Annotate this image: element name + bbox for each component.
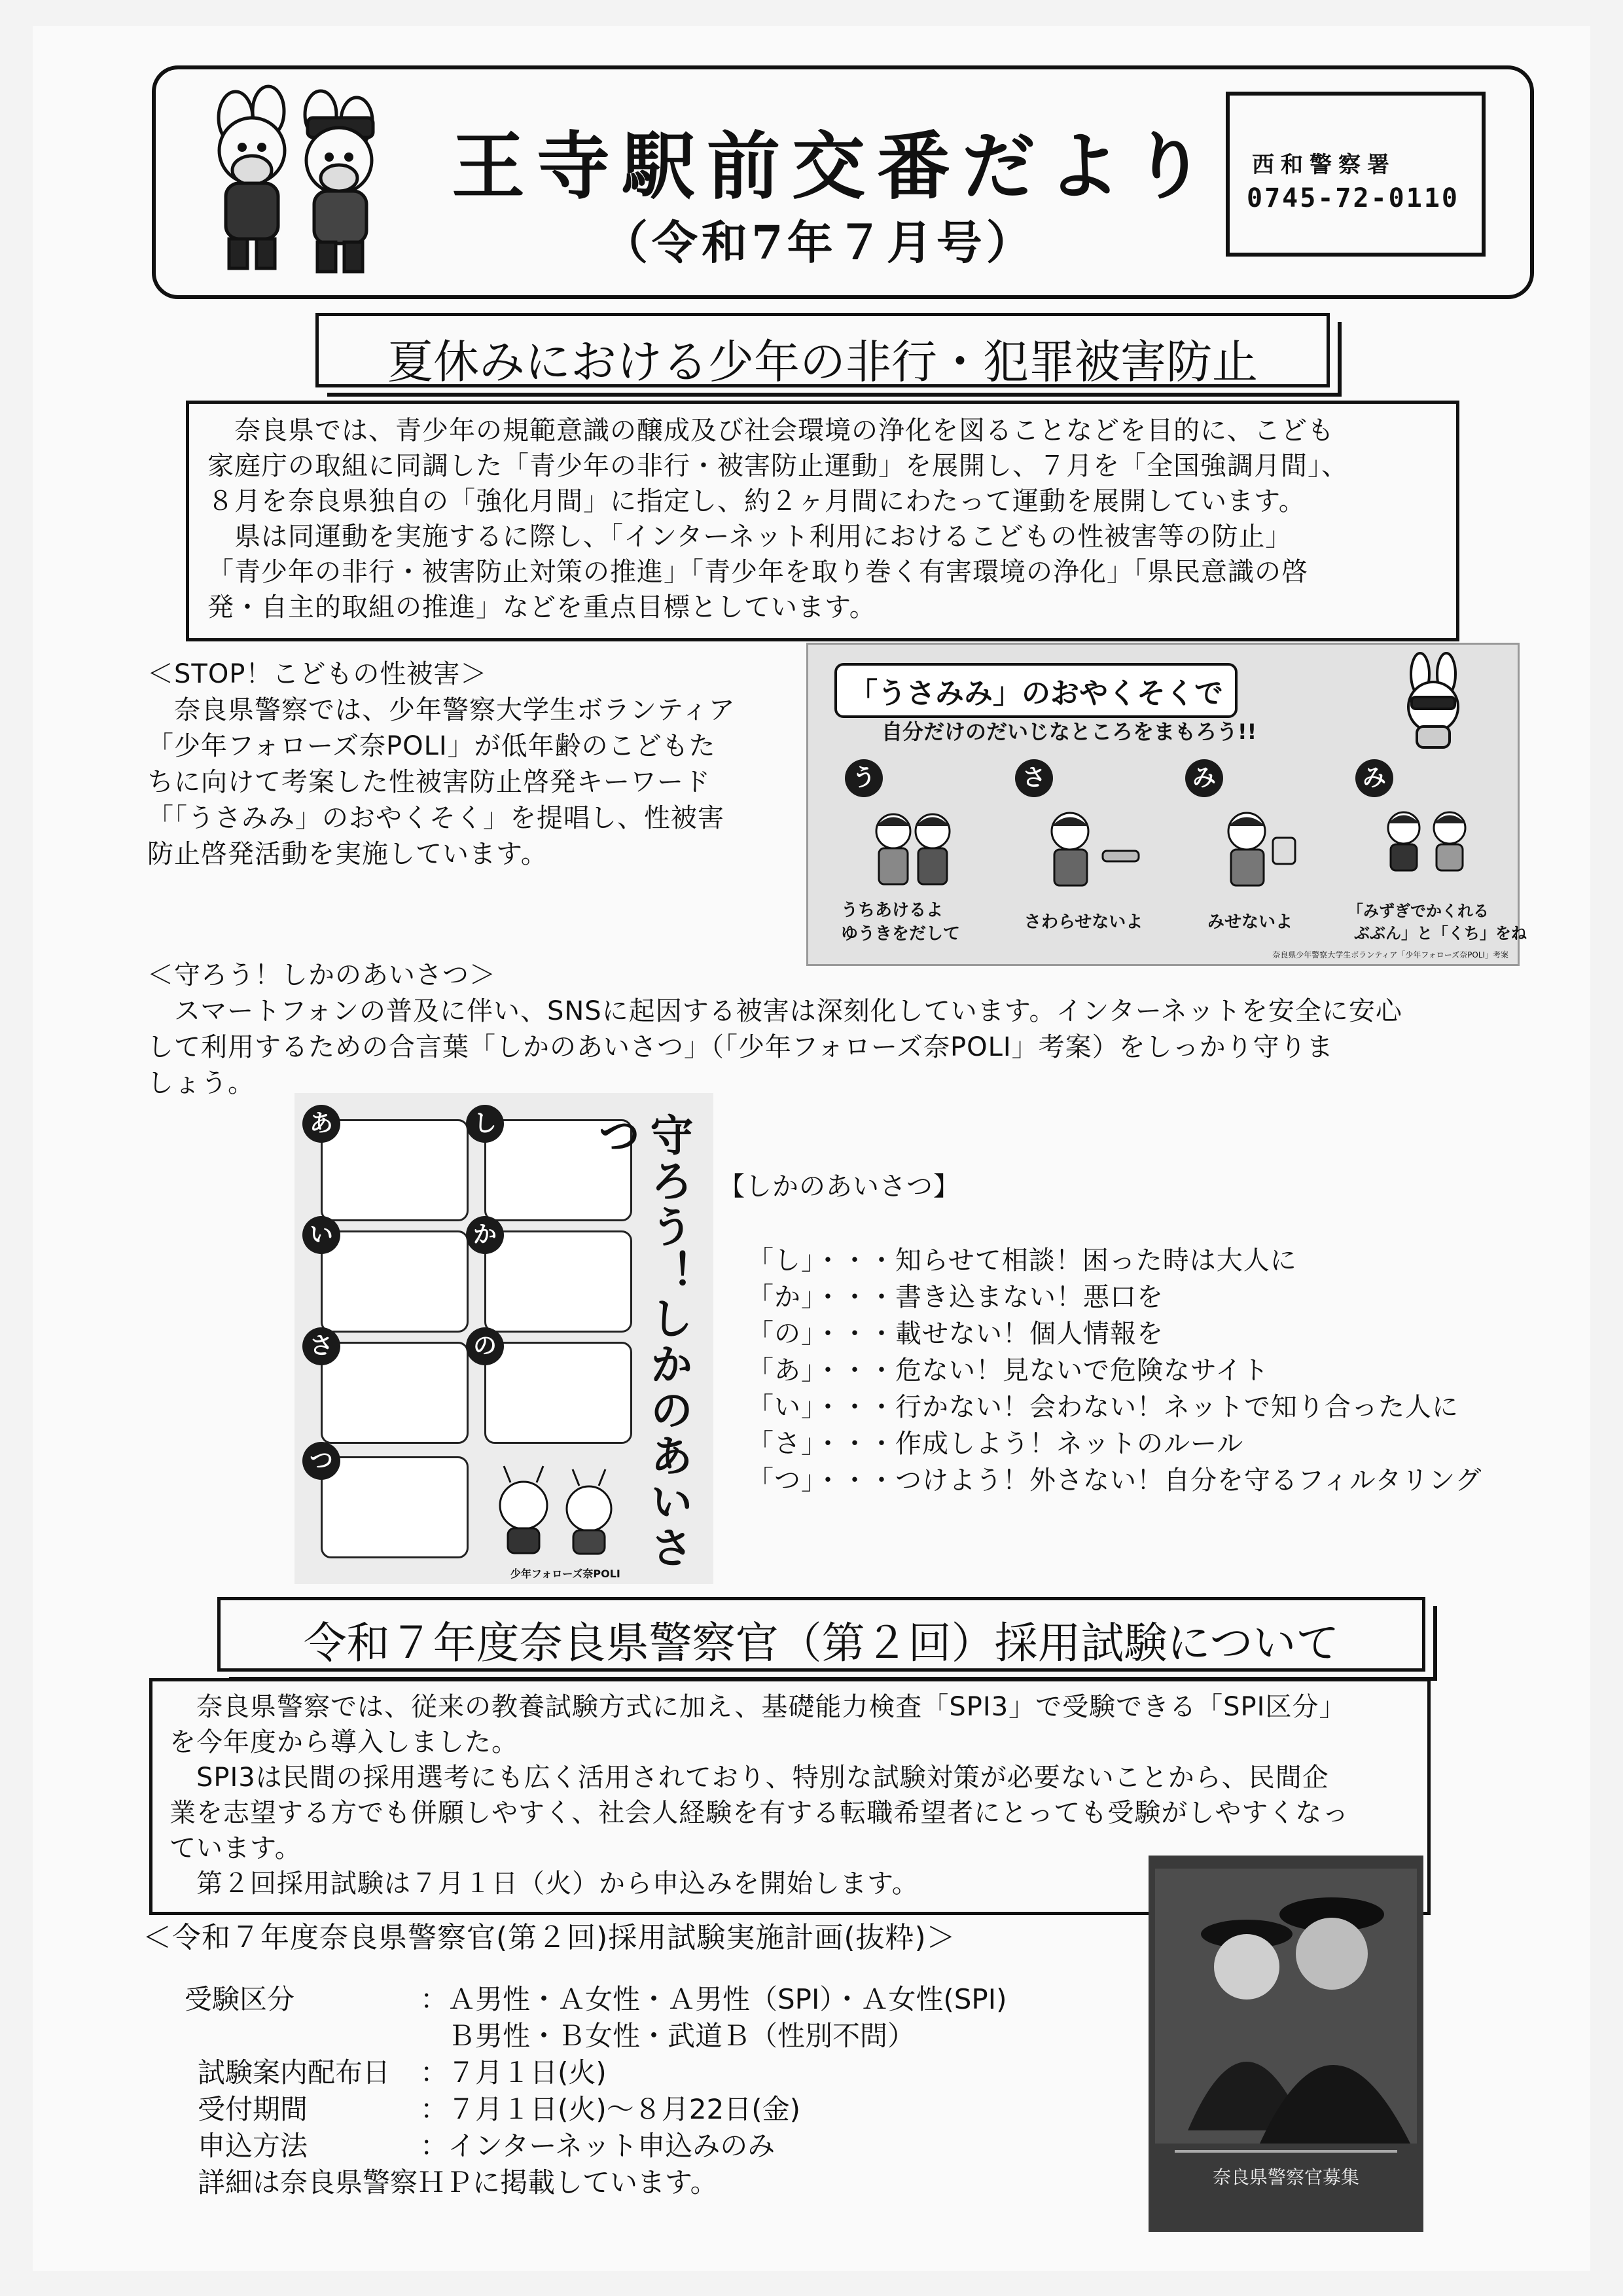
text-line: ８月を奈良県独自の「強化月間」に指定し、約２ヶ月間にわたって運動を展開しています。 — [207, 486, 1306, 516]
plan-row — [185, 2088, 800, 2125]
contact-box — [1226, 92, 1486, 257]
section2-heading-ribbon — [217, 1597, 1425, 1672]
stop-body — [147, 692, 736, 872]
plan-table — [185, 1978, 1007, 2198]
deer-mascot-icon — [484, 1460, 628, 1558]
shika-heading: ＜守ろう！しかのあいさつ＞ — [147, 960, 496, 990]
poster-cell — [321, 1342, 469, 1444]
poster-cell — [321, 1119, 469, 1221]
shika-list — [747, 1242, 1482, 1499]
text-line: しょう。 — [147, 1068, 255, 1098]
plan-note: 詳細は奈良県警察ＨＰに掲載しています。 — [198, 2166, 718, 2198]
kana-badge: う — [845, 759, 883, 797]
child-refusing-icon — [1031, 805, 1142, 890]
plan-value: ：インターネット申込みのみ — [420, 2130, 776, 2162]
text-line: スマートフォンの普及に伴い、SNSに起因する被害は深刻化しています。インターネットを安全に安心 — [147, 996, 1402, 1026]
text-line: 発・自主的取組の推進」などを重点目標としています。 — [207, 592, 876, 622]
newsletter-title: 王寺駅前交番だより — [452, 124, 1217, 209]
text-line: 家庭庁の取組に同調した「青少年の非行・被害防止運動」を展開し、７月を「全国強調月間」、 — [207, 451, 1348, 481]
plan-value: ：７月１日(火)～８月22日(金) — [420, 2093, 800, 2125]
usami-item-3 — [1175, 759, 1332, 956]
plan-value: ：Ａ男性・Ａ女性・Ａ男性（SPI）・Ａ女性(SPI) — [420, 1983, 1007, 2015]
plan-label: 受付期間 — [198, 2093, 308, 2125]
usami-title: 「うさみみ」のおやくそくで — [834, 663, 1238, 718]
text-line: 奈良県警察では、少年警察大学生ボランティア — [147, 695, 736, 725]
plan-value: Ｂ男性・Ｂ女性・武道Ｂ（性別不問） — [420, 2020, 916, 2052]
text-line: 奈良県では、青少年の規範意識の醸成及び社会環境の浄化を図ることなどを目的に、こども — [207, 416, 1334, 446]
phone-number: 0745-72-0110 — [1247, 183, 1459, 213]
poster-credit: 少年フォローズ奈POLI — [510, 1568, 620, 1580]
text-line: 「少年フォローズ奈POLI」が低年齢のこどもた — [147, 731, 716, 761]
plan-label: 試験案内配布日 — [198, 2056, 391, 2089]
usami-item-2 — [1005, 759, 1162, 956]
text-line: ています。 — [169, 1833, 302, 1863]
plan-heading: ＜令和７年度奈良県警察官(第２回)採用試験実施計画(抜粋)＞ — [143, 1921, 956, 1954]
shika-list-item: 「つ」・・・つけよう！外さない！自分を守るフィルタリング — [747, 1465, 1482, 1496]
mascot-icon — [190, 79, 393, 278]
plan-row — [185, 2051, 705, 2088]
poster-cell — [484, 1230, 632, 1333]
usami-caption: みせないよ — [1207, 912, 1293, 932]
plan-row — [185, 2125, 776, 2162]
text-line: して利用するための合言葉「しかのあいさつ」（「少年フォローズ奈POLI」考案）をしっかり守りま — [147, 1032, 1334, 1062]
usami-caption: ぶぶん」と「くち」をね — [1354, 924, 1527, 942]
plan-value: ：７月１日(火) — [420, 2056, 607, 2089]
kana-badge: し — [466, 1105, 504, 1143]
section2-heading: 令和７年度奈良県警察官（第２回）採用試験について — [303, 1618, 1340, 1668]
usami-caption: さわらせないよ — [1024, 912, 1143, 932]
text-line: 「青少年の非行・被害防止対策の推進」「青少年を取り巻く有害環境の浄化」「県民意識の啓 — [207, 557, 1308, 587]
text-line: 県は同運動を実施するに際し、「インターネット利用におけるこどもの性被害等の防止」 — [207, 522, 1293, 552]
text-line: 業を志望する方でも併願しやすく、社会人経験を有する転職希望者にとっても受験がしやすくなっ — [169, 1798, 1349, 1828]
stop-heading: ＜STOP！こどもの性被害＞ — [147, 659, 488, 689]
poster-vertical-title: 守ろう！しかのあいさつ — [590, 1113, 693, 1571]
shika-poster — [294, 1093, 713, 1584]
text-line: 「「うさみみ」のおやくそく」を提唱し、性被害 — [147, 803, 724, 833]
usami-caption: 「みずぎでかくれる — [1347, 902, 1489, 920]
children-swimsuit-icon — [1371, 805, 1482, 890]
section1-intro-box — [186, 401, 1459, 641]
text-line: 防止啓発活動を実施しています。 — [147, 839, 548, 869]
shika-list-title: 【しかのあいさつ】 — [719, 1172, 960, 1202]
section1-intro-text — [207, 413, 1348, 625]
kana-badge: さ — [1015, 759, 1053, 797]
child-covering-icon — [1201, 805, 1306, 890]
police-station-name: 西和警察署 — [1252, 152, 1396, 178]
kana-badge: み — [1185, 759, 1223, 797]
kana-badge: の — [466, 1327, 504, 1365]
poster-cell — [321, 1230, 469, 1333]
shika-list-item: 「の」・・・載せない！個人情報を — [747, 1319, 1164, 1349]
shika-body — [147, 994, 1402, 1102]
section1-heading-ribbon — [315, 313, 1330, 387]
kana-badge: か — [466, 1216, 504, 1254]
recruitment-poster — [1149, 1856, 1423, 2232]
usami-subtitle: 自分だけのだいじなところをまもろう!! — [882, 719, 1257, 744]
text-line: 奈良県警察では、従来の教養試験方式に加え、基礎能力検査「SPI3」で受験できる「SPI区分」 — [169, 1692, 1346, 1722]
children-icon — [861, 805, 965, 890]
plan-row — [185, 1978, 1007, 2015]
text-line: 第２回採用試験は７月１日（火）から申込みを開始します。 — [169, 1869, 919, 1899]
usami-illustration — [806, 643, 1527, 966]
shika-list-item: 「い」・・・行かない！会わない！ネットで知り合った人に — [747, 1392, 1459, 1422]
issue-label: （令和7年７月号） — [602, 215, 1036, 270]
kana-badge: み — [1355, 759, 1393, 797]
section1-heading: 夏休みにおける少年の非行・犯罪被害防止 — [387, 335, 1258, 389]
text-line: を今年度から導入しました。 — [169, 1727, 518, 1757]
kana-badge: つ — [302, 1442, 340, 1480]
poster-cell — [484, 1342, 632, 1444]
kana-badge: い — [302, 1216, 340, 1254]
shika-list-item: 「さ」・・・作成しよう！ネットのルール — [747, 1429, 1244, 1459]
shika-list-item: 「し」・・・知らせて相談！困った時は大人に — [747, 1246, 1297, 1276]
usami-caption: うちあけるよ — [841, 901, 944, 920]
shika-list-item: 「か」・・・書き込まない！悪口を — [747, 1282, 1164, 1312]
plan-row — [185, 2015, 916, 2052]
text-line: SPI3は民間の採用選考にも広く活用されており、特別な試験対策が必要ないことから、民間企 — [169, 1763, 1329, 1793]
usami-item-4 — [1345, 759, 1527, 956]
rabbit-mascot-icon — [1384, 651, 1482, 749]
usami-credit: 奈良県少年警察大学生ボランティア「少年フォローズ奈POLI」考案 — [1272, 950, 1508, 960]
poster-caption: 奈良県警察官募集 — [1212, 2166, 1359, 2188]
usami-caption: ゆうきをだして — [841, 924, 961, 944]
shika-list-item: 「あ」・・・危ない！見ないで危険なサイト — [747, 1355, 1270, 1386]
plan-label: 受験区分 — [185, 1983, 295, 2015]
text-line: ちに向けて考案した性被害防止啓発キーワード — [147, 767, 711, 797]
kana-badge: あ — [302, 1105, 340, 1143]
usami-item-1 — [834, 759, 991, 956]
poster-cell — [321, 1456, 469, 1558]
plan-label: 申込方法 — [198, 2130, 308, 2162]
kana-badge: さ — [302, 1327, 340, 1365]
